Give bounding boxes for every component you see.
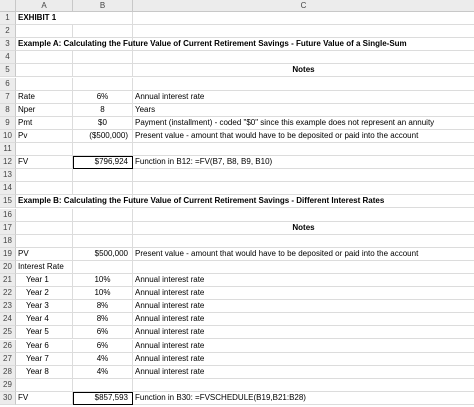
cell-b[interactable] bbox=[73, 209, 133, 222]
column-header-b[interactable]: B bbox=[73, 0, 133, 12]
sheet-row bbox=[0, 379, 474, 392]
sheet-row bbox=[0, 104, 474, 117]
cell-c[interactable]: Annual interest rate bbox=[133, 366, 474, 379]
row-header[interactable]: 3 bbox=[0, 38, 16, 51]
cell-b[interactable]: 10% bbox=[73, 287, 133, 300]
sheet-row bbox=[0, 340, 474, 353]
cell-c[interactable]: Annual interest rate bbox=[133, 326, 474, 339]
sheet-row bbox=[0, 209, 474, 222]
cell-a[interactable] bbox=[16, 143, 73, 156]
sheet-row bbox=[0, 130, 474, 143]
cell-b[interactable] bbox=[73, 379, 133, 392]
cell-a[interactable]: Year 5 bbox=[16, 326, 73, 339]
row-header[interactable]: 19 bbox=[0, 248, 16, 261]
row-header[interactable]: 7 bbox=[0, 91, 16, 104]
sheet-row bbox=[0, 64, 474, 77]
sheet-row bbox=[0, 38, 474, 51]
row-header[interactable]: 28 bbox=[0, 366, 16, 379]
cell-a[interactable]: Year 7 bbox=[16, 353, 73, 366]
cell-a[interactable]: Year 2 bbox=[16, 287, 73, 300]
sheet-row bbox=[0, 313, 474, 326]
cell-a[interactable]: Year 4 bbox=[16, 313, 73, 326]
cell-b[interactable] bbox=[73, 222, 133, 235]
row-header[interactable]: 10 bbox=[0, 130, 16, 143]
cell-c[interactable]: Function in B30: =FVSCHEDULE(B19,B21:B28) bbox=[133, 392, 474, 405]
row-header[interactable]: 24 bbox=[0, 313, 16, 326]
row-header[interactable]: 2 bbox=[0, 25, 16, 38]
cell-a[interactable]: Pv bbox=[16, 130, 73, 143]
cell-b[interactable] bbox=[73, 25, 133, 38]
cell-b[interactable] bbox=[73, 51, 133, 64]
cell-b[interactable]: 4% bbox=[73, 366, 133, 379]
cell-c[interactable] bbox=[133, 182, 474, 195]
sheet-row bbox=[0, 274, 474, 287]
cell-c[interactable]: Annual interest rate bbox=[133, 313, 474, 326]
cell-a[interactable] bbox=[16, 78, 73, 91]
cell-a[interactable]: Year 8 bbox=[16, 366, 73, 379]
row-header[interactable]: 30 bbox=[0, 392, 16, 405]
cell-c[interactable] bbox=[133, 78, 474, 91]
sheet-row bbox=[0, 326, 474, 339]
row-header[interactable]: 15 bbox=[0, 195, 16, 208]
sheet-row bbox=[0, 366, 474, 379]
row-header[interactable]: 13 bbox=[0, 169, 16, 182]
cell-b[interactable] bbox=[73, 143, 133, 156]
row-header[interactable]: 21 bbox=[0, 274, 16, 287]
row-header[interactable]: 18 bbox=[0, 235, 16, 248]
select-all-corner[interactable] bbox=[0, 0, 16, 12]
cell-a[interactable]: Nper bbox=[16, 104, 73, 117]
cell-a[interactable]: Year 6 bbox=[16, 340, 73, 353]
sheet-row bbox=[0, 235, 474, 248]
sheet-row bbox=[0, 261, 474, 274]
cell-a[interactable] bbox=[16, 209, 73, 222]
cell-b[interactable] bbox=[73, 235, 133, 248]
sheet-row bbox=[0, 12, 474, 25]
cell-a[interactable] bbox=[16, 169, 73, 182]
cell-c[interactable]: Annual interest rate bbox=[133, 300, 474, 313]
cell-c[interactable] bbox=[133, 169, 474, 182]
row-header[interactable]: 4 bbox=[0, 51, 16, 64]
sheet-row bbox=[0, 169, 474, 182]
row-header[interactable]: 11 bbox=[0, 143, 16, 156]
cell-b[interactable]: 10% bbox=[73, 274, 133, 287]
cell-c[interactable] bbox=[133, 235, 474, 248]
sheet-row bbox=[0, 51, 474, 64]
cell-b[interactable]: $796,924 bbox=[73, 156, 133, 169]
cell-b[interactable]: 8% bbox=[73, 313, 133, 326]
cell-c[interactable] bbox=[133, 25, 474, 38]
cell-c[interactable]: Present value - amount that would have to be deposited or paid into the account bbox=[133, 130, 474, 143]
cell-c[interactable]: Annual interest rate bbox=[133, 274, 474, 287]
sheet-row bbox=[0, 117, 474, 130]
sheet-row bbox=[0, 143, 474, 156]
cell-c[interactable]: Notes bbox=[133, 222, 474, 235]
cell-b[interactable] bbox=[73, 169, 133, 182]
sheet-row bbox=[0, 91, 474, 104]
cell-a[interactable]: Pmt bbox=[16, 117, 73, 130]
cell-c[interactable]: Annual interest rate bbox=[133, 353, 474, 366]
row-header[interactable]: 16 bbox=[0, 209, 16, 222]
row-header[interactable]: 20 bbox=[0, 261, 16, 274]
sheet-row bbox=[0, 300, 474, 313]
sheet-row bbox=[0, 195, 474, 208]
cell-a[interactable]: Year 1 bbox=[16, 274, 73, 287]
row-header[interactable]: 6 bbox=[0, 78, 16, 91]
cell-a[interactable]: Interest Rate bbox=[16, 261, 73, 274]
cell-a[interactable] bbox=[16, 64, 73, 77]
row-header[interactable]: 26 bbox=[0, 340, 16, 353]
cell-a[interactable] bbox=[16, 222, 73, 235]
cell-c[interactable] bbox=[133, 379, 474, 392]
row-header[interactable]: 5 bbox=[0, 64, 16, 77]
sheet-row bbox=[0, 353, 474, 366]
cell-a[interactable] bbox=[16, 379, 73, 392]
row-header[interactable]: 17 bbox=[0, 222, 16, 235]
sheet-row bbox=[0, 392, 474, 405]
sheet-row bbox=[0, 222, 474, 235]
cell-a[interactable]: PV bbox=[16, 248, 73, 261]
column-header-a[interactable]: A bbox=[16, 0, 73, 12]
cell-b[interactable]: 6% bbox=[73, 340, 133, 353]
sheet-row bbox=[0, 248, 474, 261]
cell-c[interactable]: Years bbox=[133, 104, 474, 117]
column-header-bar bbox=[0, 0, 474, 12]
cell-c[interactable]: Payment (installment) - coded "$0" since this example does not represent an annuity bbox=[133, 117, 474, 130]
cell-a[interactable] bbox=[16, 25, 73, 38]
cell-a[interactable]: FV bbox=[16, 392, 73, 405]
cell-b[interactable]: ($500,000) bbox=[73, 130, 133, 143]
cell-a[interactable]: Year 3 bbox=[16, 300, 73, 313]
row-header[interactable]: 8 bbox=[0, 104, 16, 117]
cell-c[interactable]: Annual interest rate bbox=[133, 91, 474, 104]
row-header[interactable]: 14 bbox=[0, 182, 16, 195]
cell-c[interactable] bbox=[133, 143, 474, 156]
row-header[interactable]: 27 bbox=[0, 353, 16, 366]
cell-c[interactable]: Annual interest rate bbox=[133, 287, 474, 300]
cell-b[interactable]: $0 bbox=[73, 117, 133, 130]
row-header[interactable]: 1 bbox=[0, 12, 16, 25]
cell-b[interactable]: 4% bbox=[73, 353, 133, 366]
cell-c[interactable] bbox=[133, 209, 474, 222]
cell-b[interactable]: 6% bbox=[73, 91, 133, 104]
cell-c[interactable]: Function in B12: =FV(B7, B8, B9, B10) bbox=[133, 156, 474, 169]
cell-b[interactable] bbox=[73, 78, 133, 91]
row-header[interactable]: 22 bbox=[0, 287, 16, 300]
cell-a[interactable] bbox=[16, 235, 73, 248]
cell-c[interactable] bbox=[133, 51, 474, 64]
cell-a[interactable] bbox=[16, 182, 73, 195]
cell-a[interactable] bbox=[16, 51, 73, 64]
row-header[interactable]: 25 bbox=[0, 326, 16, 339]
cell-b[interactable] bbox=[73, 64, 133, 77]
row-header[interactable]: 9 bbox=[0, 117, 16, 130]
sheet-row bbox=[0, 156, 474, 169]
cell-a[interactable]: EXHIBIT 1 bbox=[16, 12, 456, 25]
column-header-c[interactable]: C bbox=[300, 1, 307, 10]
cell-c[interactable]: Notes bbox=[133, 64, 474, 77]
cell-b[interactable]: $857,593 bbox=[73, 392, 133, 405]
cell-a[interactable]: Example A: Calculating the Future Value of Current Retirement Savings - Future Value of a Single-Sum bbox=[16, 38, 456, 51]
row-header[interactable]: 12 bbox=[0, 156, 16, 169]
sheet-row bbox=[0, 78, 474, 91]
cell-b[interactable] bbox=[73, 261, 133, 274]
cell-b[interactable]: 6% bbox=[73, 326, 133, 339]
cell-b[interactable]: 8% bbox=[73, 300, 133, 313]
cell-c[interactable] bbox=[133, 261, 474, 274]
cell-a[interactable]: FV bbox=[16, 156, 73, 169]
cell-c[interactable]: Annual interest rate bbox=[133, 340, 474, 353]
row-header[interactable]: 23 bbox=[0, 300, 16, 313]
row-header[interactable]: 29 bbox=[0, 379, 16, 392]
cell-b[interactable]: 8 bbox=[73, 104, 133, 117]
sheet-row bbox=[0, 182, 474, 195]
cell-c[interactable]: Present value - amount that would have to be deposited or paid into the account bbox=[133, 248, 474, 261]
cell-b[interactable]: $500,000 bbox=[73, 248, 133, 261]
sheet-row bbox=[0, 25, 474, 38]
cell-b[interactable] bbox=[73, 182, 133, 195]
cell-a[interactable]: Example B: Calculating the Future Value of Current Retirement Savings - Different Interest Rates bbox=[16, 195, 456, 208]
sheet-row bbox=[0, 287, 474, 300]
cell-a[interactable]: Rate bbox=[16, 91, 73, 104]
